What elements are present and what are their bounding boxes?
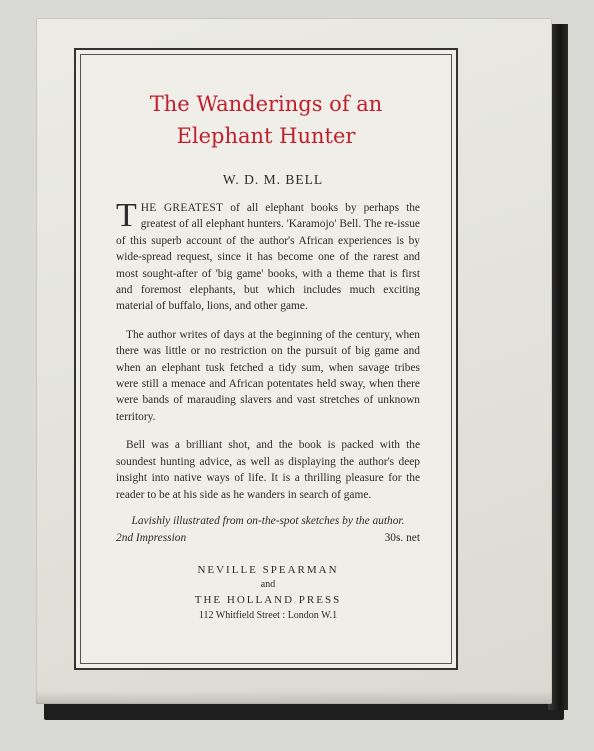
book-title — [106, 88, 426, 152]
blurb-paragraph-2: The author writes of days at the beginning of the century, when there was little or no restriction on the pursuit of big game and when an elephant tusk fetched a tidy sum, when savage tribes were still a menace and African potentates held sway, when there were bands of marauding slavers and vast stretches of unknown territory. — [116, 328, 420, 423]
blurb-first-words: HE GREATEST — [140, 202, 224, 214]
price-label: 30s. net — [384, 531, 420, 544]
publisher-address: 112 Whitfield Street : London W.1 — [198, 609, 338, 621]
publisher-and: and — [260, 578, 276, 590]
author-name: W. D. M. BELL — [222, 172, 324, 187]
illustration-note: Lavishly illustrated from on-the-spot sketches by the author. — [131, 514, 405, 527]
jacket-wear — [36, 690, 552, 704]
impression-price-row — [116, 532, 420, 544]
publisher-name-2: THE HOLLAND PRESS — [194, 593, 342, 606]
jacket-text — [116, 78, 420, 621]
publisher-name-1: NEVILLE SPEARMAN — [197, 563, 339, 576]
impression-label: 2nd Impression — [116, 531, 187, 544]
blurb-paragraph-1 — [116, 197, 420, 315]
blurb-paragraph-3: Bell was a brilliant shot, and the book is packed with the soundest hunting advice, as well as displaying the author's deep insight into native ways of life. It is a thrilling pleasure for the reader to be at his side as he wanders in search of game. — [116, 439, 420, 501]
blurb-paragraph-1-text: of all elephant books by perhaps the greatest of all elephant hunters. 'Karamojo' Bell. The re-issue of this superb account of the author's African experiences is by wide-spread request, since it has become one of the rarest and most sought-after of 'big game' books, with a theme that is first and foremost elephants, but which includes much exciting material of buffalo, lions, and other game. — [116, 202, 420, 313]
title-line-1: The Wanderings of an — [149, 92, 383, 116]
title-line-2: Elephant Hunter — [176, 124, 356, 148]
drop-cap: T — [116, 197, 137, 234]
